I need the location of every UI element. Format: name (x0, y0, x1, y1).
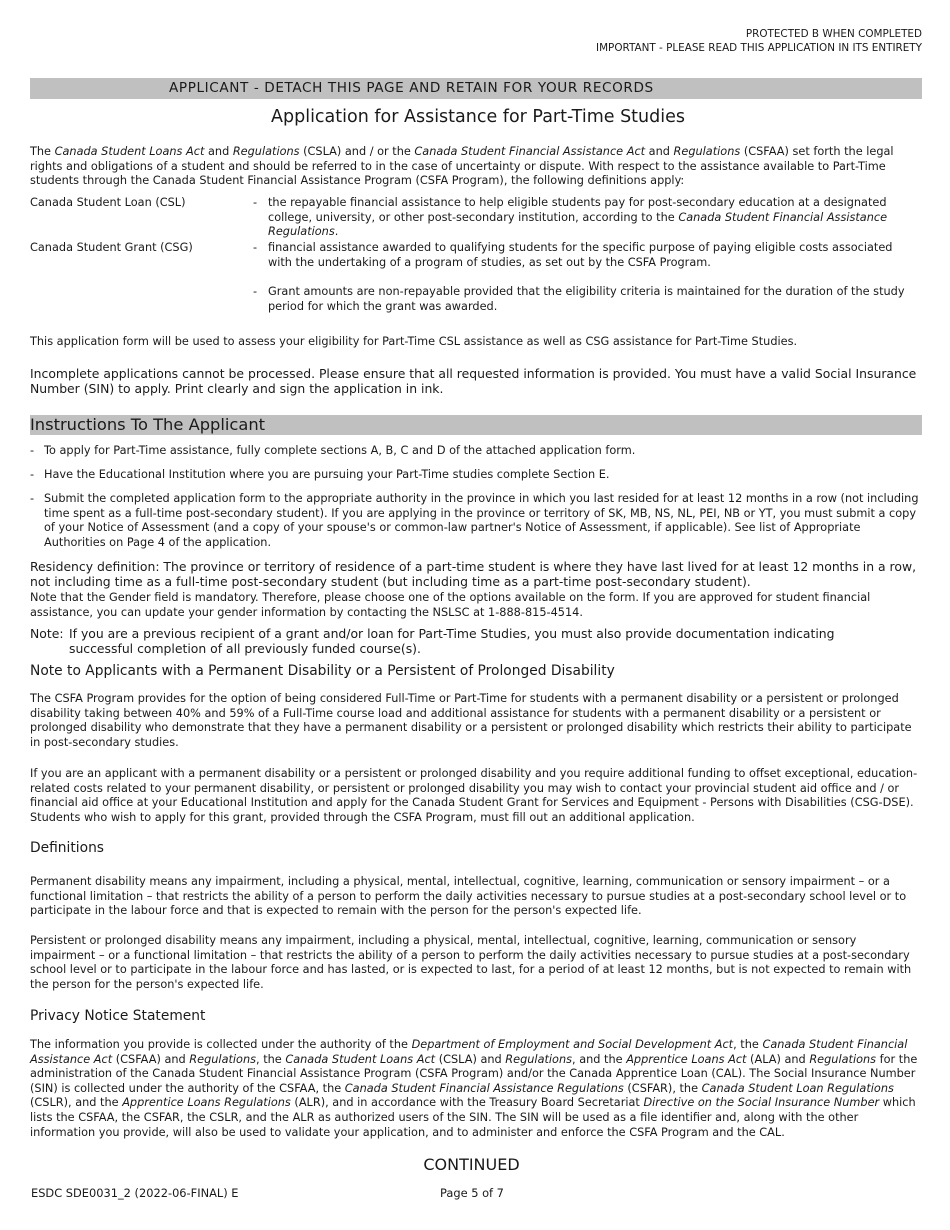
definition-desc: Grant amounts are non-repayable provided that the eligibility criteria is maintained for the duration of the study period for which the grant was awarded. (268, 285, 905, 313)
detach-banner-text: APPLICANT - DETACH THIS PAGE AND RETAIN FOR YOUR RECORDS (169, 80, 654, 96)
continued-label: CONTINUED (423, 1155, 520, 1174)
instruction-item: - To apply for Part-Time assistance, fully complete sections A, B, C and D of the attached application form. (30, 444, 636, 457)
permanent-disability-definition: Permanent disability means any impairment, including a physical, mental, intellectual, cognitive, learning, communication or sensory impairment – or a functional limitation – that restricts the ability of a person to perform the daily activities necessary to pursue studies at a post-secondary school level or to participate in the labour force and that is expected to remain with the person for the person's expected life. (30, 875, 907, 918)
instruction-item: - Submit the completed application form to the appropriate authority in the province in which you last resided for at least 12 months in a row (not including time spent as a full-time post-secondary student). If you are applying in the province or territory of SK, MB, NS, NL, PEI, NB or YT, you must submit a copy of your Notice of Assessment (and a copy of your spouse's or common-law partner's Notice of Assessment, if applicable). See list of Appropriate Authorities on Page 4 of the application. (30, 492, 919, 549)
gender-note: Note that the Gender field is mandatory. Therefore, please choose one of the options available on the form. If you are approved for student financial assistance, you can update your gender information by contacting the NSLSC at 1-888-815-4514. (30, 591, 871, 619)
usage-text: This application form will be used to assess your eligibility for Part-Time CSL assistance as well as CSG assistance for Part-Time Studies. (30, 335, 798, 348)
intro-paragraph: The Canada Student Loans Act and Regulations (CSLA) and / or the Canada Student Financial Assistance Act and Regulations (CSFAA) set forth the legal rights and obligations of a student and should be referred to in the case of uncertainty or dispute. With respect to the assistance available to Part-Time students through the Canada Student Financial Assistance Program (CSFA Program), the following definitions apply: (30, 145, 894, 188)
definition-term: Canada Student Loan (CSL) (30, 196, 186, 209)
disability-paragraph-2: If you are an applicant with a permanent disability or a persistent or prolonged disability and you require additional funding to offset exceptional, education-related costs related to your permanent disability, or persistent or prolonged disability you may wish to contact your provincial student aid office and / or financial aid office at your Educational Institution and apply for the Canada Student Grant for Services and Equipment - Persons with Disabilities (CSG-DSE). Students who wish to apply for this grant, provided through the CSFA Program, must fill out an additional application. (30, 767, 918, 824)
persistent-disability-definition: Persistent or prolonged disability means any impairment, including a physical, mental, intellectual, cognitive, learning, communication or sensory impairment – or a functional limitation – that restricts the ability of a person to perform the daily activities necessary to pursue studies at a post-secondary school level or to participate in the labour force and has lasted, or is expected to last, for a period of at least 12 months, but is not expected to remain with the person for the person's expected life. (30, 934, 912, 991)
disability-heading: Note to Applicants with a Permanent Disability or a Persistent of Prolonged Disability (30, 663, 615, 679)
privacy-paragraph: The information you provide is collected under the authority of the Department of Employment and Social Development Act, the Canada Student Financial Assistance Act (CSFAA) and Regulations, the Canada Student Loans Act (CSLA) and Regulations, and the Apprentice Loans Act (ALA) and Regulations for the administration of the Canada Student Financial Assistance Program (CSFA Program) and/or the Canada Apprentice Loan (CAL). The Social Insurance Number (SIN) is collected under the authority of the CSFAA, the Canada Student Financial Assistance Regulations (CSFAR), the Canada Student Loan Regulations (CSLR), and the Apprentice Loans Regulations (ALR), and in accordance with the Treasury Board Secretariat Directive on the Social Insurance Number which lists the CSFAA, the CSFAR, the CSLR, and the ALR as authorized users of the SIN. The SIN will be used as a file identifier and, along with the other information you provide, will also be used to validate your application, and to administer and enforce the CSFA Program and the CAL. (30, 1038, 918, 1139)
disability-paragraph-1: The CSFA Program provides for the option of being considered Full-Time or Part-Time for students with a permanent disability or a persistent or prolonged disability taking between 40% and 59% of a Full-Time course load and additional assistance for students with a permanent disability or a persistent or prolonged disability who demonstrate that they have a permanent disability or a persistent or prolonged disability which restricts their ability to participate in post-secondary studies. (30, 692, 912, 749)
page-title: Application for Assistance for Part-Time Studies (271, 107, 685, 127)
protected-label: PROTECTED B WHEN COMPLETED (745, 28, 922, 40)
definition-desc: financial assistance awarded to qualifying students for the specific purpose of paying eligible costs associated with the undertaking of a program of studies, as set out by the CSFA Program. (268, 241, 893, 269)
form-id: ESDC SDE0031_2 (2022-06-FINAL) E (31, 1186, 239, 1200)
instructions-heading: Instructions To The Applicant (30, 415, 922, 435)
definition-term: Canada Student Grant (CSG) (30, 241, 193, 254)
definitions-heading: Definitions (30, 840, 104, 856)
detach-banner (30, 78, 922, 99)
previous-recipient-note: Note: If you are a previous recipient of a grant and/or loan for Part-Time Studies, you must also provide documentation indicating successful completion of all previously funded course(s). (30, 626, 835, 656)
residency-definition: Residency definition: The province or territory of residence of a part-time student is where they have last lived for at least 12 months in a row, not including time as a full-time post-secondary student (but including time as a part-time post-secondary student). (30, 559, 917, 589)
page-number: Page 5 of 7 (440, 1186, 504, 1200)
header-notice (596, 28, 922, 55)
definition-desc: the repayable financial assistance to help eligible students pay for post-secondary education at a designated college, university, or other post-secondary institution, according to the Canada Student Financial Assistance Regulations. (268, 196, 888, 239)
instruction-item: - Have the Educational Institution where you are pursuing your Part-Time studies complete Section E. (30, 468, 610, 481)
incomplete-text: Incomplete applications cannot be processed. Please ensure that all requested information is provided. You must have a valid Social Insurance Number (SIN) to apply. Print clearly and sign the application in ink. (30, 366, 917, 396)
privacy-heading: Privacy Notice Statement (30, 1008, 206, 1024)
important-label: IMPORTANT - PLEASE READ THIS APPLICATION IN ITS ENTIRETY (596, 41, 922, 54)
